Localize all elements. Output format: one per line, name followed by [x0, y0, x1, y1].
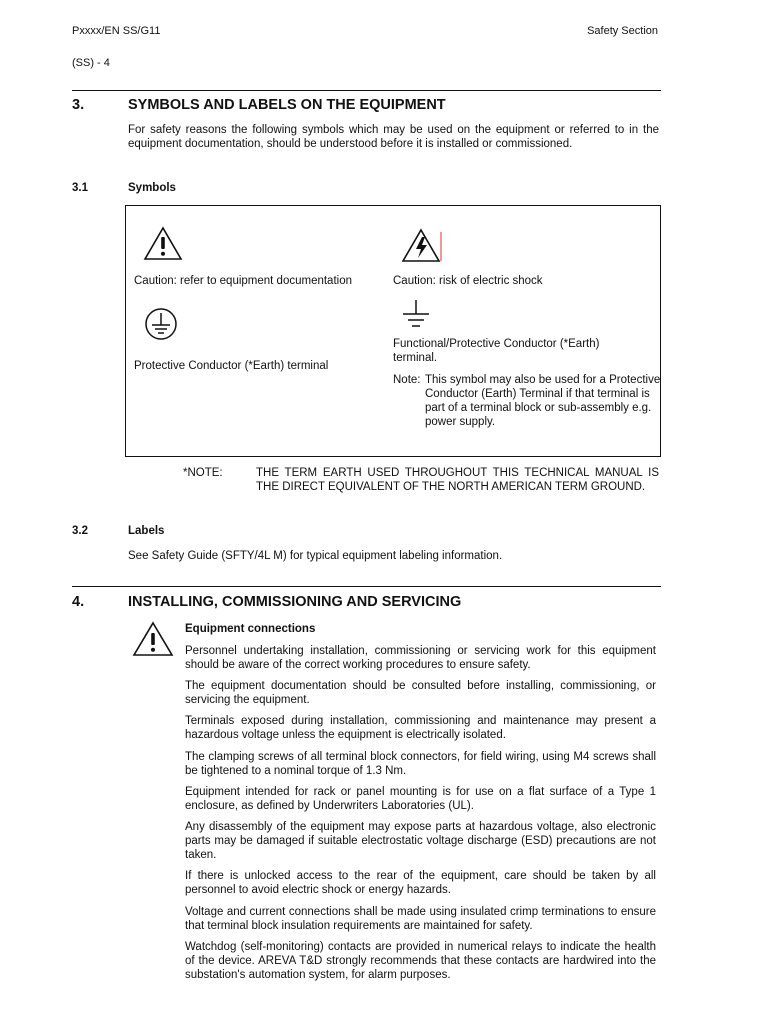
- caution-triangle-icon: [143, 226, 183, 261]
- note-label: Note:: [393, 374, 421, 386]
- paragraph-3: Terminals exposed during installation, commissioning and maintenance may present a hazardous voltage unless the equipment is electrically isolated.: [185, 715, 656, 741]
- section-4-divider: [72, 586, 661, 587]
- paragraph-1: Personnel undertaking installation, commissioning or servicing work for this equipment should be aware of the correct working procedures to ensure safety.: [185, 645, 656, 671]
- footnote-text: THE TERM EARTH USED THROUGHOUT THIS TECHNICAL MANUAL IS THE DIRECT EQUIVALENT OF THE NORTH AMERICAN TERM GROUND.: [256, 467, 659, 493]
- note-text: This symbol may also be used for a Protective Conductor (Earth) Terminal if that terminal is part of a terminal block or sub-assembly e.g. power supply.: [425, 374, 661, 428]
- functional-earth-icon: [401, 299, 431, 331]
- section-4-number: 4.: [72, 594, 85, 610]
- paragraph-2: The equipment documentation should be consulted before installing, commissioning, or servicing the equipment.: [185, 680, 656, 706]
- subsection-3-1-title: Symbols: [128, 182, 176, 194]
- paragraph-6: Any disassembly of the equipment may expose parts at hazardous voltage, also electronic parts may be damaged if suitable electrostatic voltage discharge (ESD) precautions are not taken.: [185, 821, 656, 861]
- protective-earth-icon: [144, 307, 178, 341]
- paragraph-7: If there is unlocked access to the rear of the equipment, care should be taken by all personnel to avoid electric shock or energy hazards.: [185, 870, 656, 896]
- paragraph-4: The clamping screws of all terminal block connectors, for field wiring, using M4 screws shall be tightened to a nominal torque of 1.3 Nm.: [185, 751, 656, 777]
- subsection-3-2-title: Labels: [128, 525, 165, 537]
- labels-text: See Safety Guide (SFTY/4L M) for typical equipment labeling information.: [128, 550, 503, 562]
- paragraph-9: Watchdog (self-monitoring) contacts are provided in numerical relays to indicate the health of the device. AREVA T&D strongly recommends that these contacts are hardwired into the substation's automation system, for alarm purposes.: [185, 941, 656, 981]
- section-3-title: SYMBOLS AND LABELS ON THE EQUIPMENT: [128, 97, 446, 113]
- equipment-connections-heading: Equipment connections: [185, 623, 316, 635]
- electric-shock-caption: Caution: risk of electric shock: [393, 275, 543, 287]
- symbols-table: [125, 205, 661, 457]
- section-3-divider: [72, 90, 661, 91]
- section-4-title: INSTALLING, COMMISSIONING AND SERVICING: [128, 594, 462, 610]
- section-name: Safety Section: [587, 25, 658, 37]
- warning-triangle-icon: [132, 621, 174, 657]
- subsection-3-2-number: 3.2: [72, 525, 88, 537]
- protective-earth-caption: Protective Conductor (*Earth) terminal: [134, 360, 329, 372]
- section-3-intro: For safety reasons the following symbols which may be used on the equipment or referred to in the equipment documentation, should be understood before it is installed or commissioned.: [128, 124, 659, 150]
- electric-shock-icon: [402, 228, 442, 263]
- footnote-label: *NOTE:: [183, 467, 223, 479]
- document-reference: Pxxxx/EN SS/G11: [72, 25, 161, 37]
- paragraph-5: Equipment intended for rack or panel mounting is for use on a flat surface of a Type 1 enclosure, as defined by Underwriters Laboratories (UL).: [185, 786, 656, 812]
- caution-documentation-caption: Caution: refer to equipment documentation: [134, 275, 352, 287]
- page-reference: (SS) - 4: [72, 57, 110, 69]
- paragraph-8: Voltage and current connections shall be made using insulated crimp terminations to ensure that terminal block insulation requirements are maintained for safety.: [185, 906, 656, 932]
- subsection-3-1-number: 3.1: [72, 182, 88, 194]
- functional-earth-caption: Functional/Protective Conductor (*Earth) terminal.: [393, 338, 600, 364]
- section-3-number: 3.: [72, 97, 85, 113]
- functional-earth-note: [393, 373, 661, 428]
